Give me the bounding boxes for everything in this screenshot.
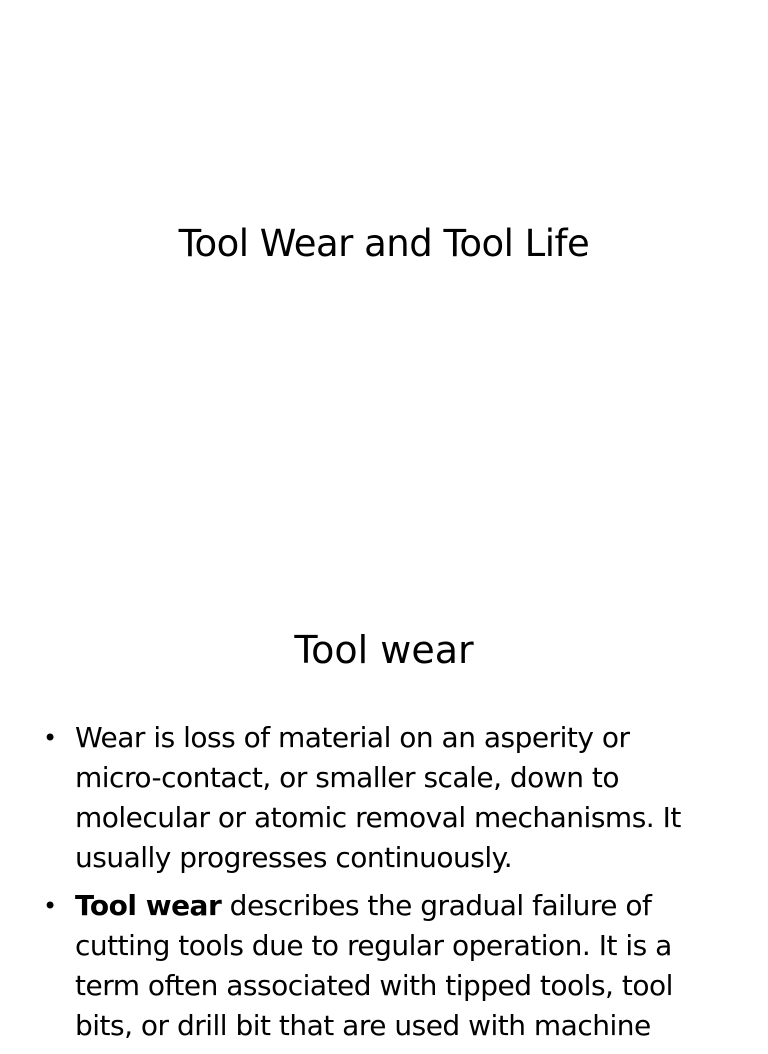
bullet-lead: Tool wear xyxy=(75,889,222,922)
bullet-text: Wear is loss of material on an asperity or micro-contact, or smaller scale, down to molecular or atomic removal mechanisms. It usually progresses continuously. xyxy=(75,721,681,874)
bullet-list xyxy=(40,718,720,1054)
bullet-icon: • xyxy=(43,724,57,752)
content-slide xyxy=(0,576,768,1042)
slide-heading: Tool wear xyxy=(294,628,474,672)
bullet-icon: • xyxy=(43,892,57,920)
bullet-item xyxy=(40,886,720,1046)
bullet-item xyxy=(40,718,720,878)
bullet-text: describes the gradual failure of cutting tools due to regular operation. It is a term often associated with tipped tools, tool bits, or drill bit that are used with machine xyxy=(75,889,673,1042)
presentation-title: Tool Wear and Tool Life xyxy=(178,222,590,265)
